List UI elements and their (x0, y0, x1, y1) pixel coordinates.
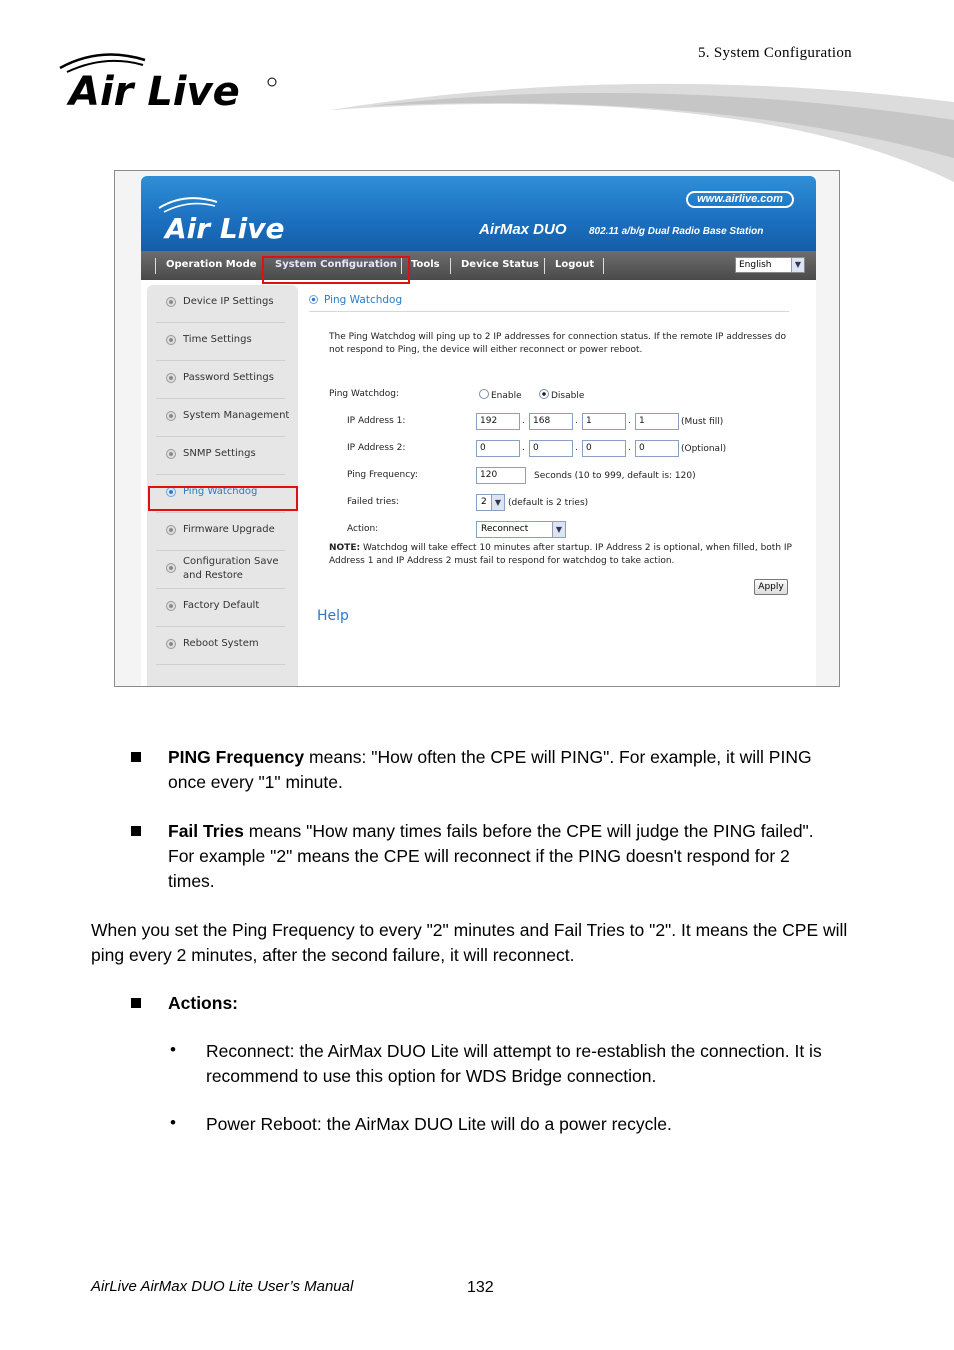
bullet-icon (166, 449, 176, 459)
bullet-icon (309, 295, 318, 304)
ip2-octet-3[interactable]: 0 (582, 440, 626, 457)
nav-highlight-box (262, 256, 410, 284)
example-paragraph: When you set the Ping Frequency to every "2" minutes and Fail Tries to "2". It means the CPE will ping every 2 minutes, after the second failure, it will reconnect. (91, 920, 848, 965)
ping-frequency-paragraph: PING Frequency means: "How often the CPE will PING". For example, it will PING once every "1" minute. (168, 747, 812, 792)
bullet-icon (166, 601, 176, 611)
product-title: AirMax DUO (479, 221, 567, 238)
bullet-icon (166, 411, 176, 421)
top-nav (141, 251, 816, 280)
action-select[interactable]: Reconnect ▼ (476, 521, 566, 538)
ping-watchdog-screenshot (114, 170, 840, 687)
ip2-octet-1[interactable]: 0 (476, 440, 520, 457)
ip2-hint: (Optional) (681, 444, 727, 454)
ping-frequency-label: Ping Frequency: (347, 470, 418, 480)
footer-manual-title: AirLive AirMax DUO Lite User’s Manual (91, 1278, 354, 1295)
failed-tries-hint: (default is 2 tries) (508, 498, 589, 508)
disable-radio[interactable]: Disable (539, 389, 584, 401)
enable-radio[interactable]: Enable (479, 389, 522, 401)
square-bullet-icon (131, 752, 141, 762)
ip1-label: IP Address 1: (347, 416, 406, 426)
banner-logo (155, 194, 315, 244)
power-reboot-item: Power Reboot: the AirMax DUO Lite will do a power recycle. (206, 1114, 672, 1134)
watchdog-note: NOTE: Watchdog will take effect 10 minutes after startup. IP Address 2 is optional, when filled, both IP Address 1 and IP Address 2 must fail to respond for watchdog to take action. (329, 543, 792, 566)
sidebar-item-ping-watchdog[interactable]: Ping Watchdog (156, 475, 285, 513)
section-divider (309, 311, 789, 312)
dot-bullet-icon: • (170, 1113, 176, 1132)
nav-device-status[interactable]: Device Status (461, 259, 539, 270)
sidebar-item-firmware-upgrade[interactable]: Firmware Upgrade (156, 513, 285, 551)
dot-bullet-icon: • (170, 1040, 176, 1059)
actions-heading: Actions: (168, 993, 238, 1013)
ping-frequency-input[interactable]: 120 (476, 467, 526, 484)
sidebar-item-device-ip-settings[interactable]: Device IP Settings (156, 285, 285, 323)
ip2-octet-2[interactable]: 0 (529, 440, 573, 457)
nav-system-configuration[interactable]: System Configuration (275, 259, 398, 270)
nav-logout[interactable]: Logout (555, 259, 595, 270)
sidebar-item-snmp-settings[interactable]: SNMP Settings (156, 437, 285, 475)
ip2-octet-4[interactable]: 0 (635, 440, 679, 457)
failed-tries-select[interactable]: 2 ▼ (476, 494, 505, 511)
ip1-octet-1[interactable]: 192 (476, 413, 520, 430)
bullet-icon (166, 525, 176, 535)
chapter-heading: 5. System Configuration (698, 45, 852, 61)
sidebar-item-factory-default[interactable]: Factory Default (156, 589, 285, 627)
sidebar-item-time-settings[interactable]: Time Settings (156, 323, 285, 361)
bullet-icon (166, 335, 176, 345)
ip1-hint: (Must fill) (681, 417, 724, 427)
bullet-icon (166, 297, 176, 307)
square-bullet-icon (131, 826, 141, 836)
sidebar-item-password-settings[interactable]: Password Settings (156, 361, 285, 399)
ip2-label: IP Address 2: (347, 443, 406, 453)
logo-text: Air Live (69, 69, 240, 112)
bullet-icon (166, 563, 176, 573)
sidebar-item-configuration-save[interactable]: Configuration Save and Restore (156, 551, 285, 589)
language-select[interactable] (735, 257, 805, 273)
device-banner (141, 176, 816, 251)
fail-tries-paragraph: Fail Tries means "How many times fails before the CPE will judge the PING failed". For example "2" means the CPE will reconnect if the PING doesn't respond for 2 times. (168, 821, 814, 891)
bullet-icon (166, 373, 176, 383)
ip1-octet-3[interactable]: 1 (582, 413, 626, 430)
bullet-icon (166, 639, 176, 649)
nav-operation-mode[interactable]: Operation Mode (166, 259, 257, 270)
action-label: Action: (347, 524, 379, 534)
section-title: Ping Watchdog (309, 294, 402, 306)
help-link[interactable]: Help (317, 608, 349, 624)
radio-selected-icon (539, 389, 549, 399)
section-description: The Ping Watchdog will ping up to 2 IP addresses for connection status. If the remote IP addresses do not respond to Ping, the device will either reconnect or power reboot. (329, 332, 787, 355)
page-number: 132 (467, 1279, 494, 1296)
nav-tools[interactable]: Tools (411, 259, 440, 270)
sidebar-item-system-management[interactable]: System Management (156, 399, 285, 437)
ip1-octet-2[interactable]: 168 (529, 413, 573, 430)
failed-tries-label: Failed tries: (347, 497, 399, 507)
sidebar-highlight-box (148, 486, 298, 511)
chevron-down-icon: ▼ (491, 495, 504, 510)
website-link[interactable]: www.airlive.com (686, 191, 794, 208)
ping-frequency-hint: Seconds (10 to 999, default is: 120) (534, 471, 696, 481)
ping-watchdog-label: Ping Watchdog: (329, 389, 399, 399)
square-bullet-icon (131, 998, 141, 1008)
ip1-octet-4[interactable]: 1 (635, 413, 679, 430)
banner-logo-text: Air Live (165, 212, 285, 244)
sidebar-item-reboot-system[interactable]: Reboot System (156, 627, 285, 665)
radio-icon (479, 389, 489, 399)
language-value: English (739, 260, 772, 270)
ping-watchdog-panel: Ping Watchdog The Ping Watchdog will ping up to 2 IP addresses for connection status. If the remote IP addresses do not respond to Ping, the device will either reconnect or power reboot. Ping Watchdog: Enable Disable IP Address 1: 192 . 168 . 1 . 1 (Must fill) IP Address 2: 0 . 0 . 0 . 0 (Optional) Ping Frequency: 120 Seconds (10 to 999, default is: 120) Failed tries: 2 ▼ (default is 2 tries) Action: Reconnect ▼ NOTE: Watchdog will take effect 10 minutes after startup. IP Address 2 is optional, when filled, both IP Address 1 and IP Address 2 must fail to respond for watchdog to take action. Apply Help (301, 285, 816, 687)
reconnect-item: Reconnect: the AirMax DUO Lite will attempt to re-establish the connection. It is recommend to use this option for WDS Bridge connection. (206, 1041, 822, 1086)
product-subtitle: 802.11 a/b/g Dual Radio Base Station (589, 226, 764, 237)
airlive-logo (55, 48, 285, 112)
apply-button[interactable]: Apply (754, 579, 788, 595)
chevron-down-icon: ▼ (791, 258, 804, 272)
chevron-down-icon: ▼ (552, 522, 565, 537)
